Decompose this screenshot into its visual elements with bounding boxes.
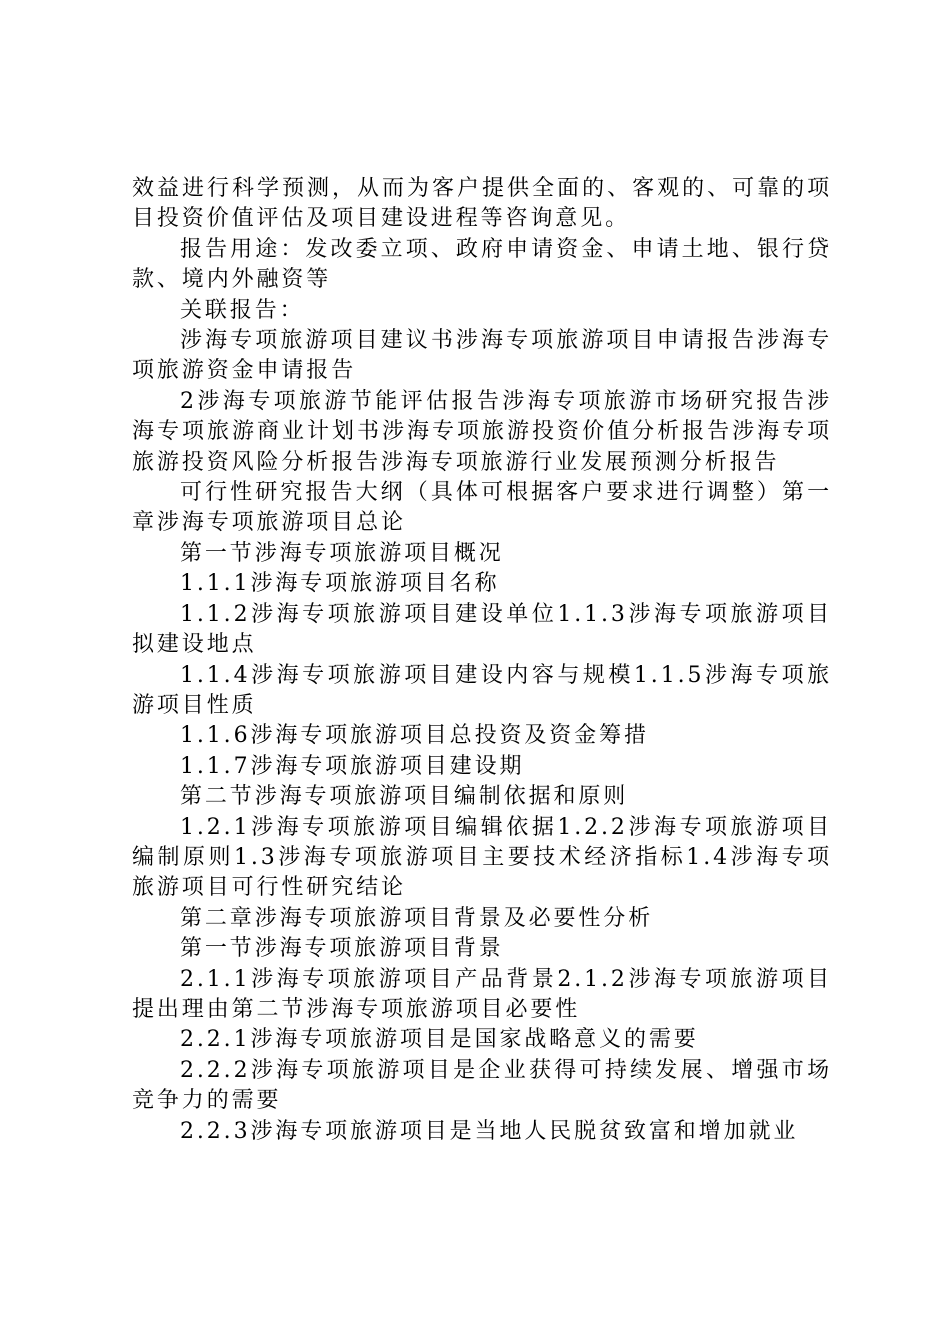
paragraph-10: 1.1.4涉海专项旅游项目建设内容与规模1.1.5涉海专项旅游项目性质 bbox=[132, 662, 832, 718]
paragraph-1: 效益进行科学预测，从而为客户提供全面的、客观的、可靠的项目投资价值评估及项目建设进程等咨询意见。 bbox=[132, 176, 832, 232]
paragraph-9: 1.1.2涉海专项旅游项目建设单位1.1.3涉海专项旅游项目拟建设地点 bbox=[132, 601, 832, 658]
paragraph-5: 2涉海专项旅游节能评估报告涉海专项旅游市场研究报告涉海专项旅游商业计划书涉海专项旅游投资价值分析报告涉海专项旅游投资风险分析报告涉海专项旅游行业发展预测分析报告 bbox=[132, 388, 832, 475]
paragraph-12: 1.1.7涉海专项旅游项目建设期 bbox=[180, 753, 525, 779]
paragraph-18: 2.2.1涉海专项旅游项目是国家战略意义的需要 bbox=[180, 1027, 699, 1053]
paragraph-15: 第二章涉海专项旅游项目背景及必要性分析 bbox=[180, 905, 654, 931]
paragraph-6: 可行性研究报告大纲（具体可根据客户要求进行调整）第一章涉海专项旅游项目总论 bbox=[132, 480, 832, 536]
paragraph-2: 报告用途：发改委立项、政府申请资金、申请土地、银行贷款、境内外融资等 bbox=[132, 236, 832, 293]
paragraph-4: 涉海专项旅游项目建议书涉海专项旅游项目申请报告涉海专项旅游资金申请报告 bbox=[132, 328, 832, 384]
document-page bbox=[132, 174, 832, 1147]
paragraph-8: 1.1.1涉海专项旅游项目名称 bbox=[180, 571, 500, 597]
paragraph-7: 第一节涉海专项旅游项目概况 bbox=[180, 540, 504, 566]
paragraph-14: 1.2.1涉海专项旅游项目编辑依据1.2.2涉海专项旅游项目编制原则1.3涉海专项旅游项目主要技术经济指标1.4涉海专项旅游项目可行性研究结论 bbox=[132, 814, 832, 901]
paragraph-17: 2.1.1涉海专项旅游项目产品背景2.1.2涉海专项旅游项目提出理由第二节涉海专项旅游项目必要性 bbox=[132, 966, 832, 1022]
paragraph-3: 关联报告： bbox=[180, 297, 305, 323]
paragraph-11: 1.1.6涉海专项旅游项目总投资及资金筹措 bbox=[180, 723, 649, 749]
paragraph-20: 2.2.3涉海专项旅游项目是当地人民脱贫致富和增加就业 bbox=[180, 1118, 799, 1144]
paragraph-16: 第一节涉海专项旅游项目背景 bbox=[180, 936, 504, 962]
paragraph-13: 第二节涉海专项旅游项目编制依据和原则 bbox=[180, 784, 629, 810]
paragraph-19: 2.2.2涉海专项旅游项目是企业获得可持续发展、增强市场竞争力的需要 bbox=[132, 1057, 832, 1114]
